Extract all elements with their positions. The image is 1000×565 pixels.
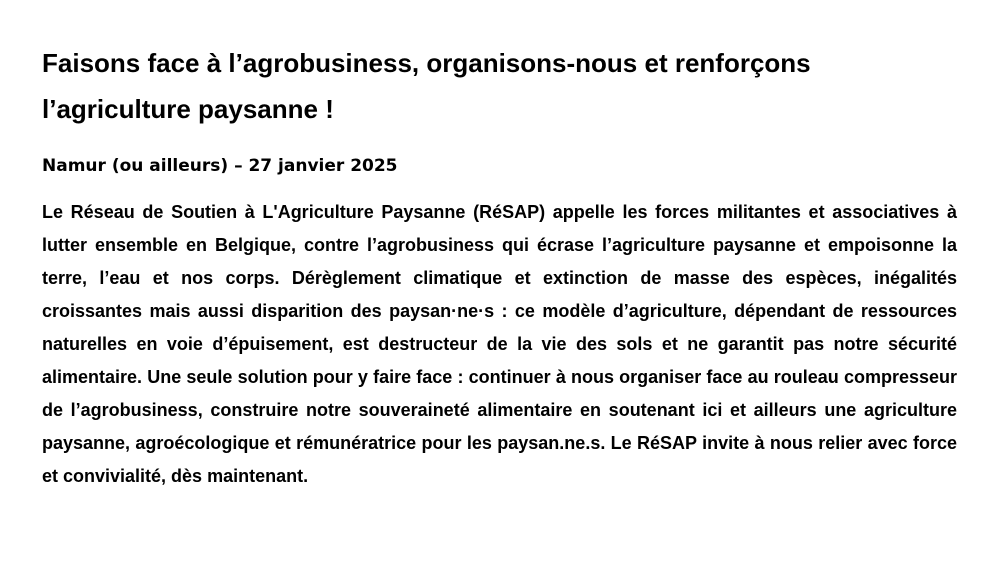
page-title: Faisons face à l’agrobusiness, organisons-nous et renforçons l’agriculture paysanne ! <box>42 48 811 124</box>
dateline: Namur (ou ailleurs) – 27 janvier 2025 <box>42 156 398 176</box>
body-paragraph: Le Réseau de Soutien à L'Agriculture Paysanne (RéSAP) appelle les forces militantes et associatives à lutter ensemble en Belgique, contre l’agrobusiness qui écrase l’agriculture paysanne et empoisonne la terre, l’eau et nos corps. Dérèglement climatique et extinction de masse des espèces, inégalités croissantes mais aussi disparition des paysan·ne·s : ce modèle d’agriculture, dépendant de ressources naturelles en voie d’épuisement, est destructeur de la vie des sols et ne garantit pas notre sécurité alimentaire. Une seule solution pour y faire face : continuer à nous organiser face au rouleau compresseur de l’agrobusiness, construire notre souveraineté alimentaire en soutenant ici et ailleurs une agriculture paysanne, agroécologique et rémunératrice pour les paysan.ne.s. Le RéSAP invite à nous relier avec force et convivialité, dès maintenant. <box>42 202 957 486</box>
press-release <box>42 40 957 493</box>
